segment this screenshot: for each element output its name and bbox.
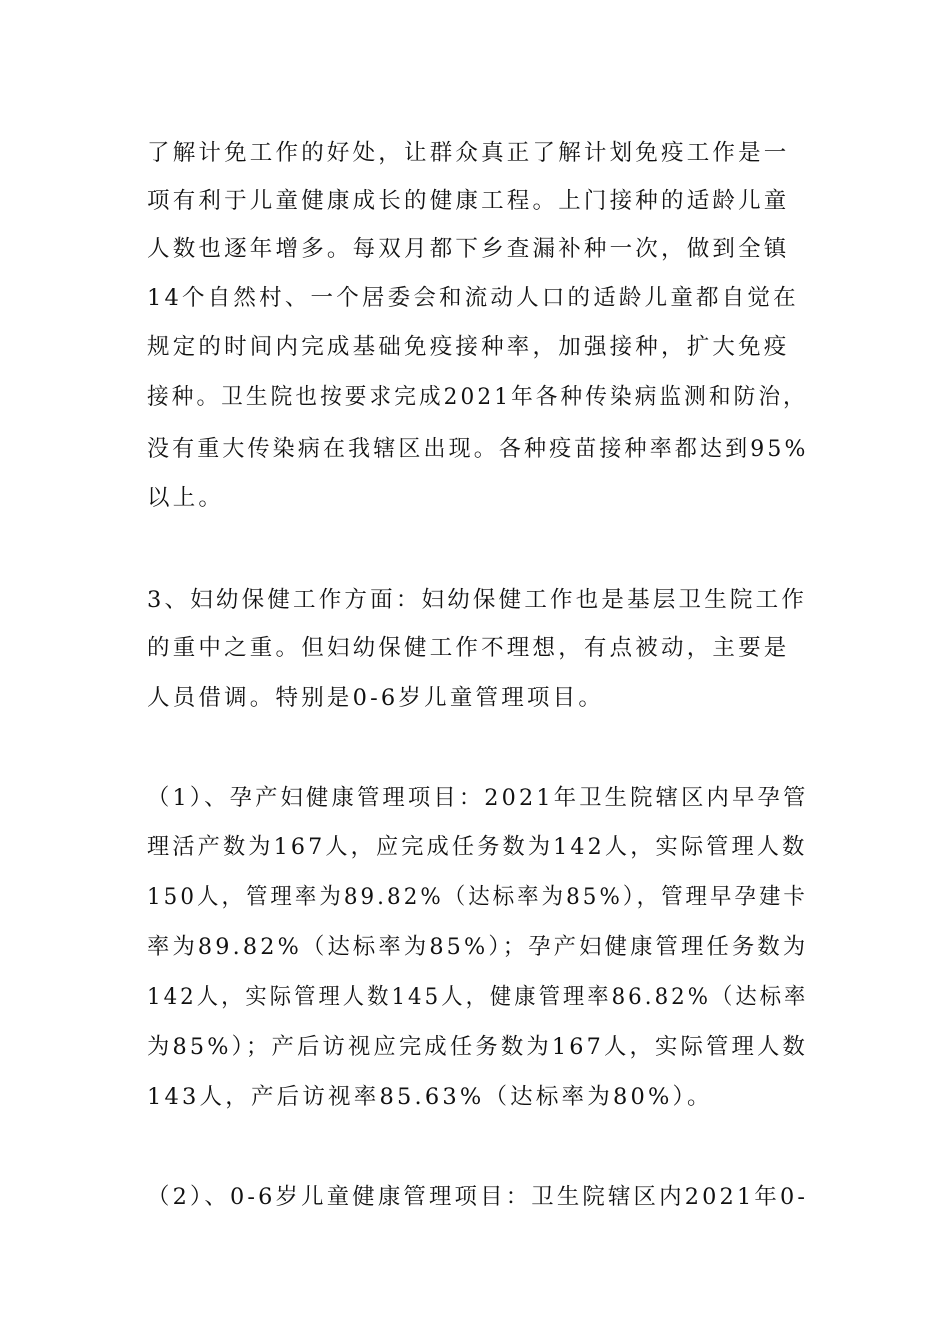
paragraph-line: 14个自然村、一个居委会和流动人口的适龄儿童都自觉在	[147, 285, 799, 311]
paragraph-line: 率为89.82%（达标率为85%）；孕产妇健康管理任务数为	[147, 934, 809, 960]
paragraph-line: 规定的时间内完成基础免疫接种率，加强接种，扩大免疫	[147, 334, 790, 360]
paragraph-line: 人数也逐年增多。每双月都下乡查漏补种一次，做到全镇	[147, 236, 790, 262]
paragraph-line: 人员借调。特别是0-6岁儿童管理项目。	[147, 685, 605, 711]
paragraph-line: 的重中之重。但妇幼保健工作不理想，有点被动，主要是	[147, 635, 790, 661]
paragraph-line: 142人，实际管理人数145人，健康管理率86.82%（达标率	[147, 984, 809, 1010]
paragraph-line: 为85%）；产后访视应完成任务数为167人，实际管理人数	[147, 1034, 808, 1060]
paragraph-line: 150人，管理率为89.82%（达标率为85%），管理早孕建卡	[147, 884, 808, 910]
paragraph-line: 没有重大传染病在我辖区出现。各种疫苗接种率都达到95%	[147, 436, 809, 462]
paragraph-line: 143人，产后访视率85.63%（达标率为80%）。	[147, 1084, 713, 1110]
paragraph-line: 理活产数为167人，应完成任务数为142人，实际管理人数	[147, 834, 808, 860]
paragraph-line: 项有利于儿童健康成长的健康工程。上门接种的适龄儿童	[147, 188, 790, 214]
paragraph-line: 以上。	[147, 485, 225, 511]
paragraph-line: 接种。卫生院也按要求完成2021年各种传染病监测和防治，	[147, 384, 808, 410]
section-heading-line: 3、妇幼保健工作方面：妇幼保健工作也是基层卫生院工作	[147, 587, 808, 613]
paragraph-line: 了解计免工作的好处，让群众真正了解计划免疫工作是一	[147, 140, 790, 166]
subsection-line: （2）、0-6岁儿童健康管理项目：卫生院辖区内2021年0-	[147, 1184, 809, 1210]
subsection-line: （1）、孕产妇健康管理项目：2021年卫生院辖区内早孕管	[147, 785, 809, 811]
